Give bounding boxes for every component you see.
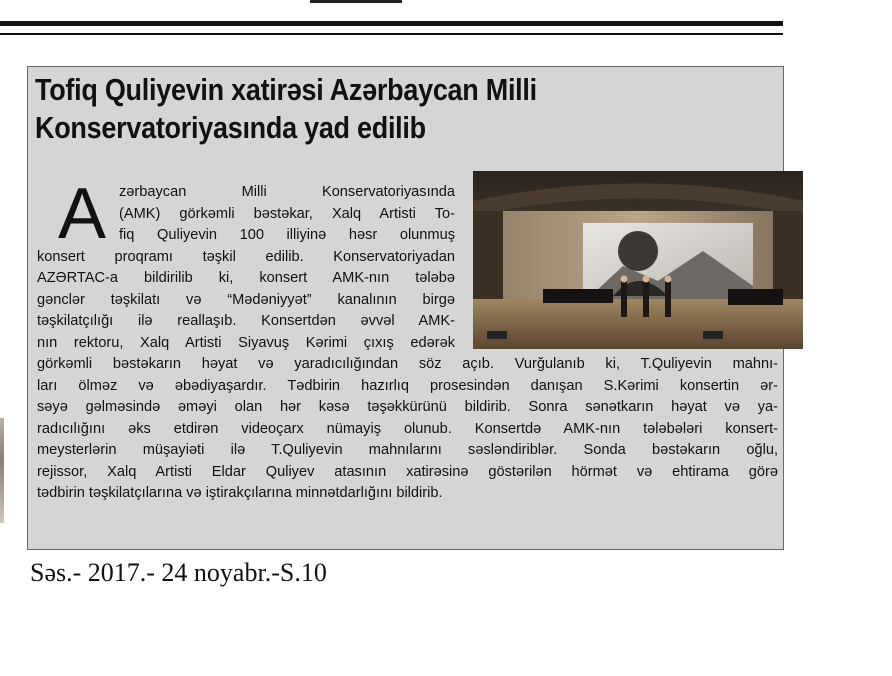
source-citation: Səs.- 2017.- 24 noyabr.-S.10 [30,558,327,587]
body-line: təşkilatçılığı ilə reallaşıb. Konsertdən əvvəl AMK- [37,313,455,329]
body-line: konsert proqramı təşkil edilib. Konservatoriyadan [37,248,455,265]
body-line: rejissor, Xalq Artisti Eldar Quliyev atasının xatirəsinə göstərilən hörmət və ehtirama görə [37,463,778,480]
article-clipping [27,66,784,550]
body-line: tədbirin təşkilatçılarına və iştirakçılarına minnətdarlığını bildirib. [37,485,443,501]
concert-stage-photo [473,171,803,349]
header-rule-thin [0,33,783,35]
body-line: ları ölməz və əbədiyaşardır. Tədbirin hazırlıq prosesindən danışan S.Kərimi konsertin ər- [37,377,778,394]
body-line: fiq Quliyevin 100 illiyinə həsr olunmuş [119,227,455,243]
top-rule-mark [310,0,402,3]
headline-line-2: Konservatoriyasında yad edilib [35,110,426,145]
body-line: gənclər təşkilatı və “Mədəniyyət” kanalının birgə [37,291,455,308]
body-line: (AMK) görkəmli bəstəkar, Xalq Artisti To- [119,205,455,222]
body-line: görkəmli bəstəkarın həyat və yaradıcılığından söz açıb. Vurğulanıb ki, T.Quliyevin mahnı- [37,356,778,372]
article-headline [35,71,679,147]
body-line: zərbaycan Milli Konservatoriyasında [119,184,455,200]
body-line: AZƏRTAC-a bildirilib ki, konsert AMK-nın tələbə [37,270,455,286]
adjacent-photo-edge [0,418,4,523]
body-line: səyə gəlməsində əməyi olan hər kəsə təşəkkürünü bildirib. Sonra sənətkarın həyat və ya- [37,399,778,415]
body-line: meysterlərin müşayiəti ilə T.Quliyevin mahnılarını səsləndiriblər. Sonda bəstəkarın oğlu, [37,442,778,458]
body-line: radıcılığını əks etdirən videoçarx nümayiş olunub. Konsertdə AMK-nın tələbələri konsert- [37,420,778,437]
headline-line-1: Tofiq Quliyevin xatirəsi Azərbaycan Milli [35,72,537,107]
header-rule-thick [0,21,783,26]
body-line: nın rektoru, Xalq Artisti Siyavuş Kərimi çıxış edərək [37,334,455,351]
drop-cap: A [58,174,107,254]
